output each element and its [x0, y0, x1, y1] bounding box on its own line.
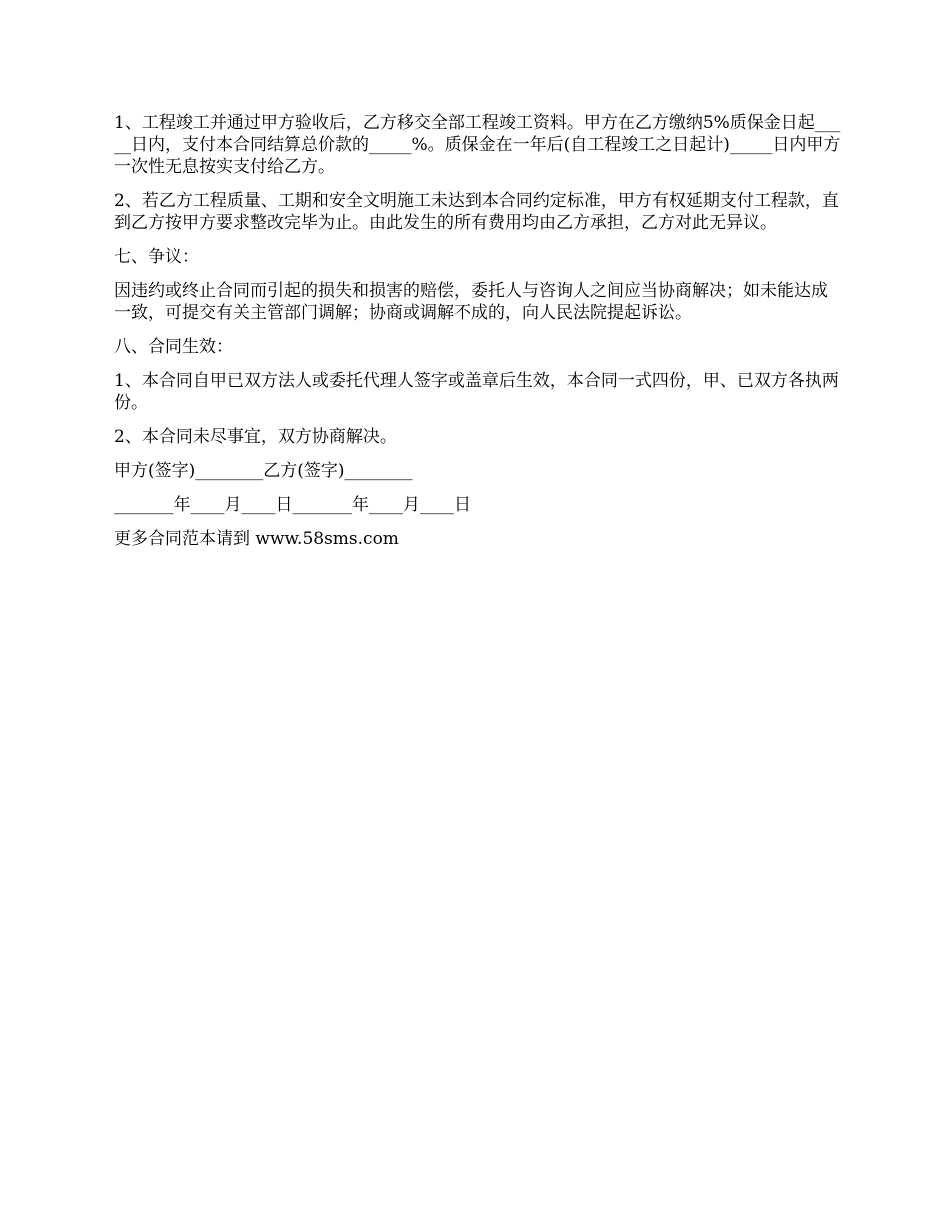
footer-link-text: 更多合同范本请到 www.58sms.com — [114, 529, 399, 549]
clause-2-delayed-payment: 2、若乙方工程质量、工期和安全文明施工未达到本合同约定标准，甲方有权延期支付工程款，直到乙方按甲方要求整改完毕为止。由此发生的所有费用均由乙方承担，乙方对此无异议。 — [114, 191, 839, 233]
effect-clause-2: 2、本合同未尽事宜，双方协商解决。 — [114, 427, 397, 447]
date-line: _______年____月____日_______年____月____日 — [114, 495, 471, 515]
effect-clause-1: 1、本合同自甲已双方法人或委托代理人签字或盖章后生效，本合同一式四份，甲、已双方各执两份。 — [114, 371, 839, 413]
dispute-clause: 因违约或终止合同而引起的损失和损害的赔偿，委托人与咨询人之间应当协商解决；如未能达成一致，可提交有关主管部门调解；协商或调解不成的，向人民法院提起诉讼。 — [114, 281, 828, 323]
clause-1-quality-deposit: 1、工程竣工并通过甲方验收后，乙方移交全部工程竣工资料。甲方在乙方缴纳5%质保金日起_____日内，支付本合同结算总价款的_____%。质保金在一年后(自工程竣工之日起计)_____日内甲方一次性无息按实支付给乙方。 — [114, 113, 841, 177]
section-heading-effect: 八、合同生效： — [114, 337, 233, 357]
signature-line: 甲方(签字)________乙方(签字)________ — [114, 461, 413, 481]
document-body — [114, 112, 844, 562]
section-heading-dispute: 七、争议： — [114, 247, 199, 267]
